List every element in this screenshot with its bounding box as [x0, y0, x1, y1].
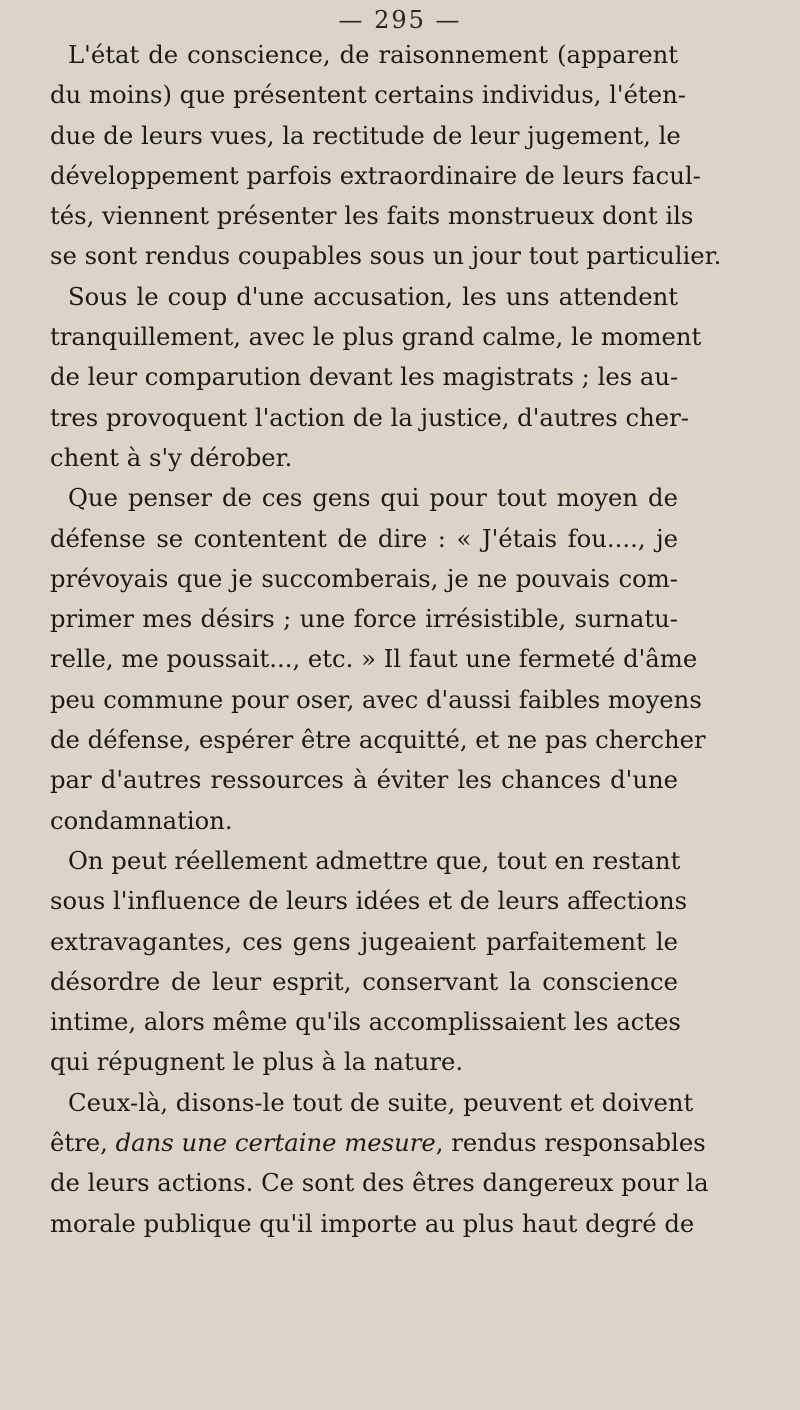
text-line: due de leurs vues, la rectitude de leur jugement, le: [50, 120, 681, 150]
text-line: condamnation.: [50, 805, 233, 835]
text-line: tres provoquent l'action de la justice, d'autres cher-: [50, 402, 689, 432]
text-fragment: être,: [50, 1128, 116, 1158]
text-line: peu commune pour oser, avec d'aussi faibles moyens: [50, 684, 702, 714]
text-line: Ceux-là, disons-le tout de suite, peuvent et doivent: [68, 1087, 694, 1117]
text-line: morale publique qu'il importe au plus haut degré de: [50, 1208, 695, 1238]
text-line: défense se contentent de dire : « J'étais fou...., je: [50, 523, 678, 553]
text-line: par d'autres ressources à éviter les chances d'une: [50, 765, 678, 795]
page-number-header: — 295 —: [338, 6, 462, 34]
text-line: extravagantes, ces gens jugeaient parfaitement le: [50, 926, 678, 956]
text-line: qui répugnent le plus à la nature.: [50, 1047, 464, 1077]
text-line: développement parfois extraordinaire de leurs facul-: [50, 160, 701, 190]
text-line: désordre de leur esprit, conservant la conscience: [50, 966, 678, 996]
text-line: On peut réellement admettre que, tout en restant: [68, 845, 681, 875]
text-line: de leurs actions. Ce sont des êtres dangereux pour la: [50, 1168, 709, 1198]
text-line: du moins) que présentent certains individus, l'éten-: [50, 80, 686, 110]
text-line: intime, alors même qu'ils accomplissaient les actes: [50, 1007, 681, 1037]
text-fragment: , rendus responsables: [435, 1128, 706, 1158]
text-line: de défense, espérer être acquitté, et ne pas chercher: [50, 725, 706, 755]
text-line: de leur comparution devant les magistrats ; les au-: [50, 362, 679, 392]
body-text: [50, 35, 722, 1244]
text-line-with-italic: [50, 1123, 706, 1163]
text-line: Que penser de ces gens qui pour tout moyen de: [68, 483, 678, 513]
text-line: tés, viennent présenter les faits monstrueux dont ils: [50, 201, 694, 231]
text-line: relle, me poussait..., etc. » Il faut une fermeté d'âme: [50, 644, 698, 674]
text-line: prévoyais que je succomberais, je ne pouvais com-: [50, 563, 678, 593]
text-line: tranquillement, avec le plus grand calme, le moment: [50, 322, 702, 352]
italic-phrase: dans une certaine mesure: [115, 1128, 436, 1158]
text-line: sous l'influence de leurs idées et de leurs affections: [50, 886, 688, 916]
text-line: L'état de conscience, de raisonnement (apparent: [68, 40, 678, 69]
text-line: chent à s'y dérober.: [50, 442, 293, 472]
text-line: primer mes désirs ; une force irrésistible, surnatu-: [50, 604, 678, 634]
text-line: se sont rendus coupables sous un jour tout particulier.: [50, 241, 722, 271]
text-line: Sous le coup d'une accusation, les uns attendent: [68, 281, 678, 311]
